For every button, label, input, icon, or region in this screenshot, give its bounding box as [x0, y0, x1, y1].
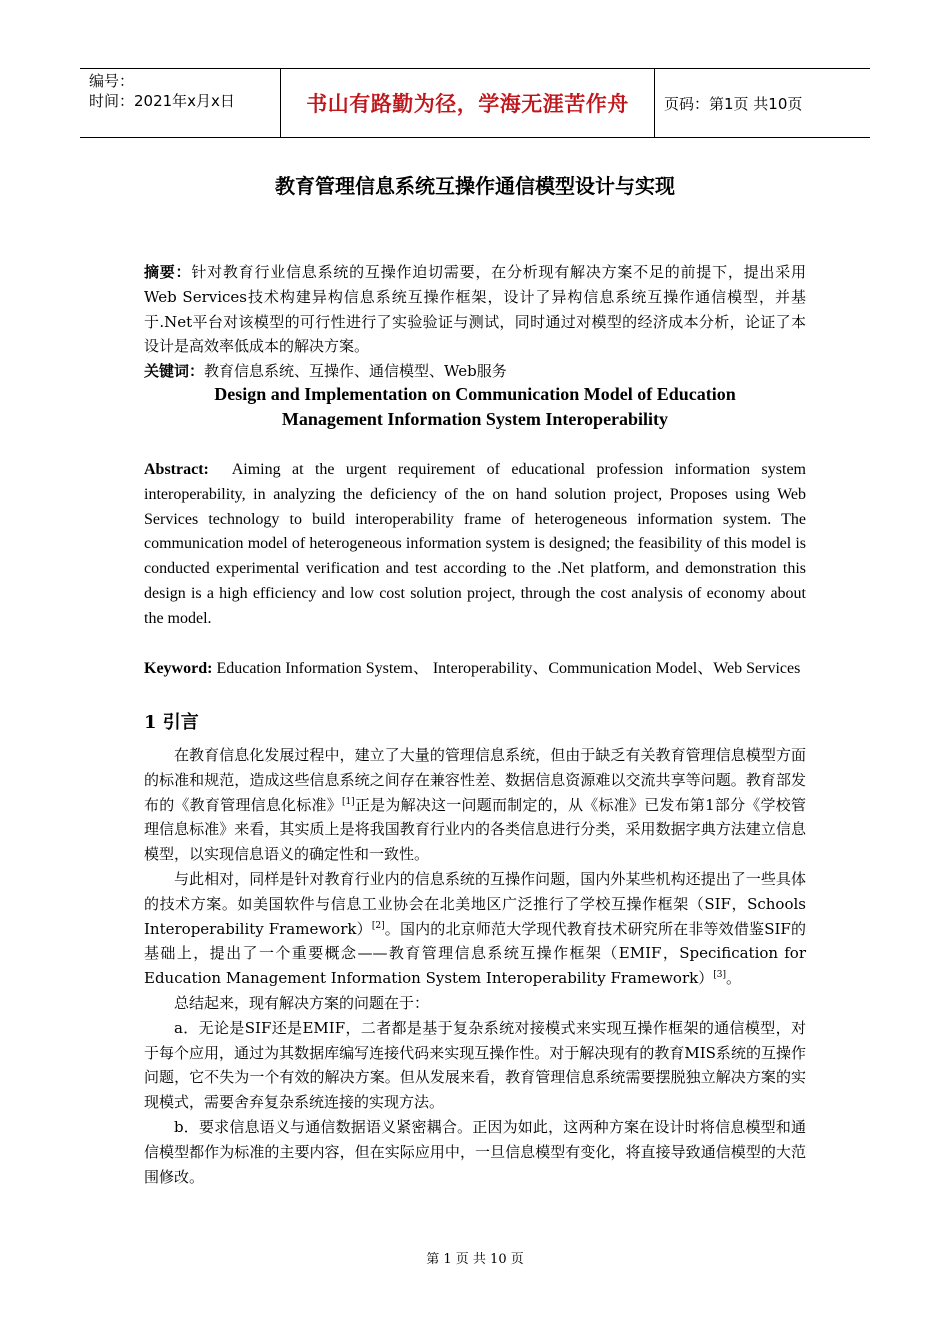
abstract-zh-text: 针对教育行业信息系统的互操作迫切需要，在分析现有解决方案不足的前提下，提出采用Web Services技术构建异构信息系统互操作框架，设计了异构信息系统互操作通信模型，并基于.Net平台对该模型的可行性进行了实验验证与测试，同时通过对模型的经济成本分析，论证了本设计是高效率低成本的解决方案。: [144, 263, 806, 356]
paragraph-text: 正是为解决这一问题而制定的，从《标准》已发布第1部分《学校管理信息标准》来看，其实质上是将我国教育行业内的各类信息进行分类，采用数据字典方法建立信息模型，以实现信息语义的确定性和一致性。: [144, 795, 806, 864]
paragraph-text: 。国内的北京师范大学现代教育技术研究所在非等效借鉴SIF的基础上，提出了一个重要概念——教育管理信息系统互操作框架（EMIF，Specification for Education Management Information System Interoperability Framework）: [144, 919, 806, 988]
section-heading: 1 引言: [144, 712, 199, 733]
english-title-line2: Management Information System Interoperability: [281, 409, 669, 429]
paragraph: b．要求信息语义与通信数据语义紧密耦合。正因为如此，这两种方案在设计时将信息模型和通信模型都作为标准的主要内容，但在实际应用中，一旦信息模型有变化，将直接导致通信模型的大范围修改。: [144, 1117, 806, 1186]
english-title: [144, 382, 806, 432]
english-title-line1: Design and Implementation on Communication Model of Education: [214, 384, 736, 404]
citation-ref: [3]: [713, 970, 726, 981]
abstract-zh-label: 摘要：: [144, 263, 192, 281]
number-label: 编号：: [89, 72, 135, 90]
header-meta: [80, 69, 280, 137]
keywords-zh-label: 关键词：: [144, 362, 205, 381]
keywords-en-label: Keyword:: [144, 660, 213, 677]
abstract-en: [144, 458, 806, 632]
paragraph-text: 在教育信息化发展过程中，建立了大量的管理信息系统，但由于缺乏有关教育管理信息模型方面的标准和规范，造成这些信息系统之间存在兼容性差、数据信息资源难以交流共享等问题。教育部发布的《教育管理信息化标准》: [144, 746, 806, 814]
time-label: 时间：2021年x月x日: [89, 92, 235, 110]
document-header: [80, 68, 870, 138]
citation-ref: [1]: [341, 796, 355, 807]
abstract-en-label: Abstract:: [144, 461, 209, 478]
motto-text: 书山有路勤为径，学海无涯苦作舟: [306, 92, 629, 116]
page-footer: 第 1 页 共 10 页: [426, 1252, 524, 1267]
abstract-en-text: Aiming at the urgent requirement of educational profession information system interoperability, in analyzing the deficiency of the on hand solution project, Proposes using Web Services technology to build interoperability frame of heterogeneous information system. The communication model of heterogeneous information system is designed; the feasibility of this model is conducted experimental verification and test according to the .Net platform, and demonstration this design is a high efficiency and low cost solution project, through the cost analysis of economy about the model.: [144, 461, 807, 627]
section1-body: [144, 743, 806, 1189]
paragraph-text: 与此相对，同样是针对教育行业内的信息系统的互操作问题，国内外某些机构还提出了一些具体的技术方案。如美国软件与信息工业协会在北美地区广泛推行了学校互操作框架（SIF，Schools Interoperability Framework）: [144, 869, 806, 938]
keywords-en-text: Education Information System、 Interoperability、Communication Model、Web Services: [216, 660, 801, 677]
keywords-zh-text: 教育信息系统、互操作、通信模型、Web服务: [204, 362, 507, 381]
header-page-info: 页码：第1页 共10页: [664, 94, 803, 113]
page-title: 教育管理信息系统互操作通信模型设计与实现: [275, 174, 675, 198]
paragraph: [144, 867, 806, 991]
paragraph-text: 。: [725, 969, 741, 988]
abstract-zh: [144, 260, 806, 384]
paragraph: 总结起来，现有解决方案的问题在于：: [174, 993, 430, 1012]
header-motto: [280, 69, 655, 137]
paragraph: [144, 743, 806, 867]
paragraph: a．无论是SIF还是EMIF，二者都是基于复杂系统对接模式来实现互操作框架的通信模型，对于每个应用，通过为其数据库编写连接代码来实现互操作性。对于解决现有的教育MIS系统的互操作问题，它不失为一个有效的解决方案。但从发展来看，教育管理信息系统需要摆脱独立解决方案的实现模式，需要舍弃复杂系统连接的实现方法。: [144, 1018, 806, 1112]
keywords-en: [144, 657, 806, 682]
citation-ref: [2]: [371, 920, 385, 931]
